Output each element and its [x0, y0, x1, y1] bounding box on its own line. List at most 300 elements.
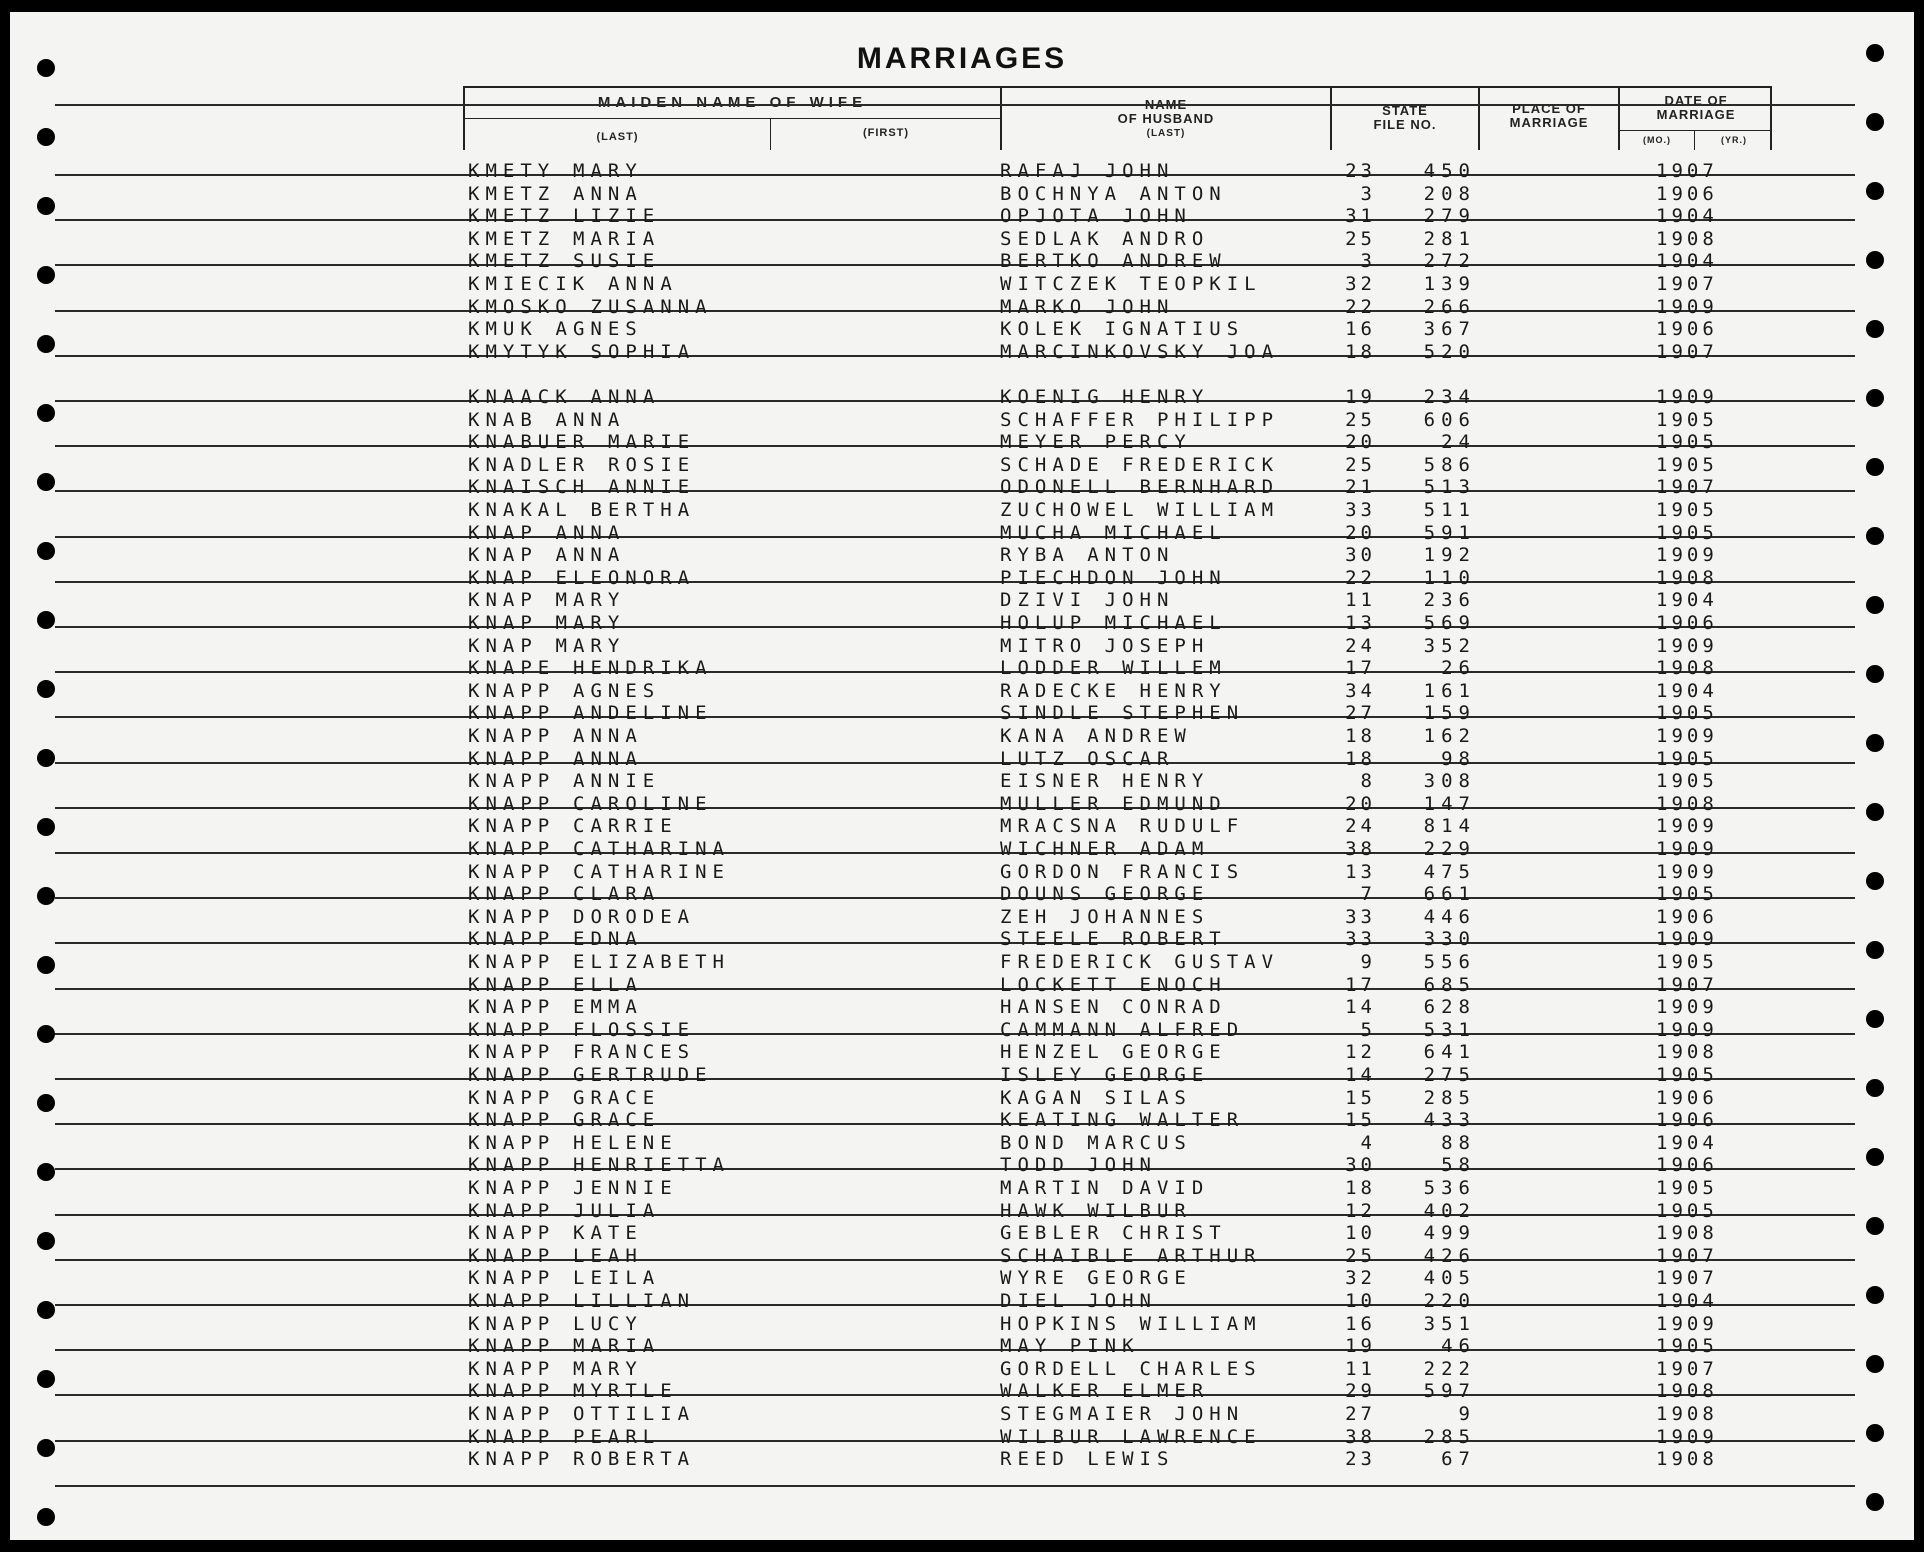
wife-last-name: KNAPP	[468, 1357, 556, 1380]
header-husband-last: (LAST)	[1146, 128, 1186, 139]
state-file-volume: 20	[1345, 792, 1376, 815]
wife-first-name: SOPHIA	[590, 340, 696, 363]
state-file-number: 426	[1423, 1244, 1476, 1267]
marriage-year: 1907	[1656, 1267, 1718, 1290]
state-file-volume: 20	[1345, 521, 1376, 544]
state-file-number: 281	[1423, 227, 1476, 250]
husband-name: EISNER HENRY	[1000, 770, 1210, 793]
wife-last-name: KNAPP	[468, 838, 556, 860]
table-row	[10, 544, 1914, 567]
page-title: MARRIAGES	[856, 42, 1068, 75]
marriage-year: 1909	[1656, 860, 1718, 883]
state-file-number: 511	[1423, 499, 1476, 521]
marriage-year: 1904	[1656, 1131, 1718, 1154]
feed-hole	[37, 1301, 55, 1319]
wife-first-name: CATHARINE	[573, 860, 730, 883]
feed-hole	[37, 1439, 55, 1457]
wife-first-name: ANNA	[555, 408, 626, 431]
state-file-number: 446	[1423, 905, 1476, 928]
state-file-volume: 23	[1345, 160, 1376, 182]
marriage-year: 1908	[1656, 792, 1718, 815]
marriage-year: 1906	[1656, 318, 1718, 341]
wife-first-name: MARIE	[608, 431, 696, 454]
marriage-year: 1906	[1656, 905, 1718, 928]
table-row	[10, 431, 1914, 454]
wife-last-name: KNAPP	[468, 1041, 556, 1064]
table-row	[10, 838, 1914, 861]
wife-first-name: LILLIAN	[573, 1290, 696, 1312]
marriage-year: 1904	[1656, 250, 1718, 273]
feed-hole	[37, 197, 55, 215]
marriage-year: 1906	[1656, 1109, 1718, 1132]
table-row	[10, 657, 1914, 680]
table-row	[10, 1041, 1914, 1064]
wife-last-name: KNAPP	[468, 1335, 556, 1358]
wife-first-name: DORODEA	[573, 905, 696, 928]
husband-name: MRACSNA RUDULF	[1000, 815, 1245, 838]
feed-hole	[1866, 596, 1884, 614]
state-file-volume: 38	[1345, 1425, 1376, 1448]
husband-name: KOENIG HENRY	[1000, 386, 1210, 408]
state-file-volume: 17	[1345, 973, 1376, 996]
table-row	[10, 612, 1914, 635]
husband-name: HOPKINS WILLIAM	[1000, 1312, 1262, 1335]
table-row	[10, 635, 1914, 658]
table-row	[10, 273, 1914, 296]
wife-first-name: HENRIETTA	[573, 1154, 730, 1177]
husband-name: MAY PINK	[1000, 1335, 1140, 1358]
marriage-year: 1908	[1656, 227, 1718, 250]
wife-first-name: LIZIE	[573, 205, 661, 228]
table-row	[10, 1426, 1914, 1449]
state-file-number: 351	[1423, 1312, 1476, 1335]
marriage-year: 1905	[1656, 453, 1718, 476]
wife-last-name: KNAPP	[468, 860, 556, 883]
wife-first-name: AGNES	[555, 318, 643, 341]
husband-name: WITCZEK TEOPKIL	[1000, 273, 1262, 295]
state-file-volume: 16	[1345, 318, 1376, 341]
husband-name: BOCHNYA ANTON	[1000, 182, 1227, 205]
header-date-1: DATE OF	[1664, 93, 1728, 108]
state-file-number: 814	[1423, 815, 1476, 838]
state-file-number: 236	[1423, 589, 1476, 612]
table-row	[10, 1109, 1914, 1132]
table-row	[10, 228, 1914, 251]
ruled-line	[55, 104, 1855, 106]
marriage-year: 1909	[1656, 1018, 1718, 1041]
feed-hole	[37, 59, 55, 77]
feed-hole	[37, 335, 55, 353]
feed-hole	[1866, 44, 1884, 62]
wife-first-name: CATHARINA	[573, 838, 730, 860]
wife-last-name: KNAPP	[468, 1290, 556, 1312]
feed-hole	[1866, 941, 1884, 959]
state-file-number: 499	[1423, 1222, 1476, 1245]
wife-first-name: MARY	[555, 589, 626, 612]
state-file-volume: 7	[1360, 883, 1376, 906]
marriage-year: 1905	[1656, 521, 1718, 544]
wife-last-name: KMETZ	[468, 250, 556, 273]
wife-first-name: ELEONORA	[555, 566, 696, 589]
header-husband-1: NAME	[1144, 97, 1188, 112]
husband-name: DOUNS GEORGE	[1000, 883, 1210, 906]
wife-first-name: ANNA	[573, 725, 643, 747]
state-file-volume: 33	[1345, 905, 1376, 928]
state-file-volume: 27	[1345, 702, 1376, 725]
feed-hole	[1866, 251, 1884, 269]
wife-last-name: KNAPP	[468, 1448, 556, 1471]
state-file-volume: 14	[1345, 1064, 1376, 1086]
marriage-year: 1904	[1656, 679, 1718, 702]
table-row	[10, 1177, 1914, 1200]
husband-name: LODDER WILLEM	[1000, 657, 1227, 680]
husband-name: PIECHDON JOHN	[1000, 566, 1227, 589]
table-row	[10, 160, 1914, 183]
husband-name: OPJOTA JOHN	[1000, 205, 1192, 228]
table-row	[10, 341, 1914, 364]
table-row	[10, 386, 1914, 409]
marriage-year: 1909	[1656, 386, 1718, 408]
state-file-volume: 22	[1345, 566, 1376, 589]
table-row	[10, 499, 1914, 522]
husband-name: HANSEN CONRAD	[1000, 996, 1227, 1019]
state-file-number: 161	[1423, 679, 1476, 702]
wife-first-name: ANNA	[555, 544, 626, 567]
husband-name: MARKO JOHN	[1000, 295, 1175, 318]
state-file-number: 98	[1441, 747, 1476, 770]
table-row	[10, 906, 1914, 929]
wife-first-name: BERTHA	[590, 499, 696, 521]
wife-last-name: KNAPE	[468, 657, 556, 680]
wife-last-name: KNAPP	[468, 1018, 556, 1041]
husband-name: GORDELL CHARLES	[1000, 1357, 1262, 1380]
state-file-volume: 23	[1345, 1448, 1376, 1471]
state-file-volume: 19	[1345, 386, 1376, 408]
wife-last-name: KNAISCH	[468, 476, 591, 499]
state-file-number: 367	[1423, 318, 1476, 341]
table-row	[10, 928, 1914, 951]
wife-last-name: KNAP	[468, 566, 538, 589]
state-file-number: 308	[1423, 770, 1476, 793]
marriage-year: 1907	[1656, 1244, 1718, 1267]
wife-first-name: JENNIE	[573, 1177, 678, 1199]
table-row	[10, 1064, 1914, 1087]
table-row	[10, 1448, 1914, 1471]
wife-last-name: KMYTYK	[468, 340, 573, 363]
state-file-number: 222	[1423, 1357, 1476, 1380]
table-row	[10, 1087, 1914, 1110]
husband-name: ZUCHOWEL WILLIAM	[1000, 499, 1280, 521]
marriage-year: 1905	[1656, 702, 1718, 725]
marriage-year: 1909	[1656, 634, 1718, 657]
state-file-number: 685	[1423, 973, 1476, 996]
state-file-volume: 24	[1345, 815, 1376, 838]
wife-first-name: CLARA	[573, 883, 661, 906]
state-file-volume: 25	[1345, 453, 1376, 476]
state-file-volume: 12	[1345, 1199, 1376, 1222]
table-row	[10, 1358, 1914, 1381]
table-row	[10, 1380, 1914, 1403]
wife-first-name: MARY	[573, 1357, 643, 1380]
husband-name: HOLUP MICHAEL	[1000, 612, 1227, 634]
state-file-number: 352	[1423, 634, 1476, 657]
marriage-year: 1909	[1656, 838, 1718, 860]
husband-name: BERTKO ANDREW	[1000, 250, 1227, 273]
wife-last-name: KNAPP	[468, 702, 556, 725]
feed-hole	[37, 956, 55, 974]
marriage-year: 1905	[1656, 747, 1718, 770]
husband-name: REED LEWIS	[1000, 1448, 1175, 1471]
husband-name: KAGAN SILAS	[1000, 1086, 1192, 1109]
husband-name: RYBA ANTON	[1000, 544, 1175, 567]
wife-last-name: KNAPP	[468, 1267, 556, 1290]
feed-hole	[1866, 527, 1884, 545]
state-file-number: 46	[1441, 1335, 1476, 1358]
wife-first-name: ANNA	[555, 521, 626, 544]
state-file-number: 159	[1423, 702, 1476, 725]
state-file-number: 597	[1423, 1380, 1476, 1403]
header-state-2: FILE NO.	[1373, 117, 1437, 132]
wife-first-name: ELIZABETH	[573, 951, 730, 973]
state-file-volume: 33	[1345, 499, 1376, 521]
state-file-volume: 25	[1345, 227, 1376, 250]
wife-first-name: KATE	[573, 1222, 643, 1245]
wife-last-name: KNAPP	[468, 928, 556, 951]
state-file-volume: 27	[1345, 1403, 1376, 1425]
state-file-number: 405	[1423, 1267, 1476, 1290]
husband-name: LOCKETT ENOCH	[1000, 973, 1227, 996]
table-row	[10, 725, 1914, 748]
table-row	[10, 454, 1914, 477]
wife-last-name: KMOSKO	[468, 295, 573, 318]
husband-name: DIEL JOHN	[1000, 1290, 1157, 1312]
table-row	[10, 680, 1914, 703]
state-file-number: 162	[1423, 725, 1476, 747]
husband-name: MEYER PERCY	[1000, 431, 1192, 454]
feed-hole	[1866, 734, 1884, 752]
feed-hole	[1866, 1010, 1884, 1028]
wife-first-name: PEARL	[573, 1425, 661, 1448]
table-row	[10, 793, 1914, 816]
marriage-year: 1909	[1656, 544, 1718, 567]
state-file-number: 26	[1441, 657, 1476, 680]
feed-hole	[1866, 1424, 1884, 1442]
table-row	[10, 883, 1914, 906]
table-row	[10, 770, 1914, 793]
header-date-2: MARRIAGE	[1656, 107, 1736, 122]
table-row	[10, 996, 1914, 1019]
marriage-year: 1907	[1656, 340, 1718, 363]
state-file-number: 110	[1423, 566, 1476, 589]
wife-first-name: MYRTLE	[573, 1380, 678, 1403]
table-row	[10, 1154, 1914, 1177]
wife-first-name: ROBERTA	[573, 1448, 696, 1471]
header-divider	[463, 118, 1000, 119]
marriage-year: 1908	[1656, 1448, 1718, 1471]
marriage-year: 1909	[1656, 725, 1718, 747]
header-divider	[770, 118, 771, 150]
marriage-year: 1906	[1656, 182, 1718, 205]
state-file-number: 513	[1423, 476, 1476, 499]
state-file-volume: 13	[1345, 612, 1376, 634]
state-file-volume: 14	[1345, 996, 1376, 1019]
marriage-year: 1905	[1656, 499, 1718, 521]
table-row	[10, 1132, 1914, 1155]
marriage-year: 1907	[1656, 973, 1718, 996]
state-file-volume: 8	[1360, 770, 1376, 793]
marriage-year: 1905	[1656, 951, 1718, 973]
husband-name: TODD JOHN	[1000, 1154, 1157, 1177]
state-file-number: 450	[1423, 160, 1476, 182]
wife-first-name: MARY	[555, 634, 626, 657]
husband-name: KANA ANDREW	[1000, 725, 1192, 747]
state-file-number: 58	[1441, 1154, 1476, 1177]
wife-first-name: EDNA	[573, 928, 643, 951]
table-row	[10, 1019, 1914, 1042]
state-file-number: 536	[1423, 1177, 1476, 1199]
feed-hole	[37, 887, 55, 905]
state-file-volume: 38	[1345, 838, 1376, 860]
wife-first-name: AGNES	[573, 679, 661, 702]
table-row	[10, 1335, 1914, 1358]
husband-name: WYRE GEORGE	[1000, 1267, 1192, 1290]
state-file-number: 641	[1423, 1041, 1476, 1064]
marriage-year: 1905	[1656, 431, 1718, 454]
state-file-volume: 16	[1345, 1312, 1376, 1335]
wife-first-name: MARIA	[573, 227, 661, 250]
header-divider	[1694, 130, 1695, 150]
state-file-volume: 18	[1345, 725, 1376, 747]
wife-last-name: KMETY	[468, 160, 556, 182]
wife-first-name: GERTRUDE	[573, 1064, 713, 1086]
husband-name: ISLEY GEORGE	[1000, 1064, 1210, 1086]
marriage-year: 1904	[1656, 1290, 1718, 1312]
state-file-volume: 18	[1345, 340, 1376, 363]
wife-first-name: JULIA	[573, 1199, 661, 1222]
state-file-number: 606	[1423, 408, 1476, 431]
state-file-volume: 22	[1345, 295, 1376, 318]
feed-hole	[1866, 113, 1884, 131]
state-file-volume: 18	[1345, 1177, 1376, 1199]
table-row	[10, 1200, 1914, 1223]
wife-last-name: KNAP	[468, 612, 538, 634]
husband-name: ZEH JOHANNES	[1000, 905, 1210, 928]
marriage-year: 1906	[1656, 1086, 1718, 1109]
state-file-number: 220	[1423, 1290, 1476, 1312]
marriage-year: 1905	[1656, 408, 1718, 431]
husband-name: CAMMANN ALFRED	[1000, 1018, 1245, 1041]
table-row	[10, 1267, 1914, 1290]
husband-name: SCHAIBLE ARTHUR	[1000, 1244, 1262, 1267]
marriage-year: 1908	[1656, 657, 1718, 680]
feed-hole	[1866, 803, 1884, 821]
wife-last-name: KMETZ	[468, 227, 556, 250]
state-file-number: 192	[1423, 544, 1476, 567]
marriage-year: 1906	[1656, 1154, 1718, 1177]
husband-name: STEGMAIER JOHN	[1000, 1403, 1245, 1425]
husband-name: MARTIN DAVID	[1000, 1177, 1210, 1199]
state-file-number: 275	[1423, 1064, 1476, 1086]
feed-hole	[1866, 872, 1884, 890]
state-file-volume: 34	[1345, 679, 1376, 702]
state-file-number: 67	[1441, 1448, 1476, 1471]
feed-hole	[37, 1232, 55, 1250]
table-row	[10, 1222, 1914, 1245]
husband-name: HAWK WILBUR	[1000, 1199, 1192, 1222]
feed-hole	[1866, 1286, 1884, 1304]
state-file-volume: 5	[1360, 1018, 1376, 1041]
husband-name: DZIVI JOHN	[1000, 589, 1175, 612]
ruled-line	[55, 1485, 1855, 1487]
feed-hole	[1866, 1217, 1884, 1235]
wife-last-name: KNAPP	[468, 996, 556, 1019]
marriage-year: 1909	[1656, 996, 1718, 1019]
feed-hole	[1866, 458, 1884, 476]
wife-last-name: KMETZ	[468, 182, 556, 205]
wife-last-name: KNAKAL	[468, 499, 573, 521]
state-file-number: 139	[1423, 273, 1476, 295]
wife-last-name: KNAPP	[468, 1312, 556, 1335]
feed-hole	[37, 266, 55, 284]
table-row	[10, 363, 1914, 386]
wife-first-name: LEAH	[573, 1244, 643, 1267]
wife-last-name: KNAP	[468, 544, 538, 567]
feed-hole	[37, 1370, 55, 1388]
wife-last-name: KNAP	[468, 589, 538, 612]
header-maiden-name: MAIDEN NAME OF WIFE	[597, 94, 868, 111]
feed-hole	[1866, 1079, 1884, 1097]
wife-first-name: MARIA	[573, 1335, 661, 1358]
wife-last-name: KNAPP	[468, 1380, 556, 1403]
state-file-number: 229	[1423, 838, 1476, 860]
husband-name: SCHAFFER PHILIPP	[1000, 408, 1280, 431]
marriage-year: 1905	[1656, 1064, 1718, 1086]
feed-hole	[1866, 1493, 1884, 1511]
feed-hole	[37, 1163, 55, 1181]
marriage-year: 1905	[1656, 1177, 1718, 1199]
feed-hole	[37, 818, 55, 836]
table-row	[10, 250, 1914, 273]
husband-name: BOND MARCUS	[1000, 1131, 1192, 1154]
state-file-number: 661	[1423, 883, 1476, 906]
husband-name: KOLEK IGNATIUS	[1000, 318, 1245, 341]
wife-first-name: FRANCES	[573, 1041, 696, 1064]
header-place-2: MARRIAGE	[1509, 115, 1589, 130]
table-row	[10, 1313, 1914, 1336]
state-file-number: 147	[1423, 792, 1476, 815]
state-file-number: 556	[1423, 951, 1476, 973]
state-file-volume: 20	[1345, 431, 1376, 454]
wife-last-name: KNAPP	[468, 679, 556, 702]
wife-last-name: KNAPP	[468, 1109, 556, 1132]
husband-name: GORDON FRANCIS	[1000, 860, 1245, 883]
state-file-volume: 3	[1360, 250, 1376, 273]
wife-last-name: KMUK	[468, 318, 538, 341]
feed-hole	[37, 1094, 55, 1112]
state-file-volume: 25	[1345, 1244, 1376, 1267]
state-file-number: 591	[1423, 521, 1476, 544]
state-file-number: 9	[1458, 1403, 1476, 1425]
state-file-number: 266	[1423, 295, 1476, 318]
wife-last-name: KNAPP	[468, 883, 556, 906]
feed-hole	[1866, 1148, 1884, 1166]
wife-last-name: KNAPP	[468, 770, 556, 793]
feed-hole	[37, 542, 55, 560]
husband-name: WICHNER ADAM	[1000, 838, 1210, 860]
wife-first-name: SUSIE	[573, 250, 661, 273]
husband-name: WALKER ELMER	[1000, 1380, 1210, 1403]
wife-last-name: KNADLER	[468, 453, 591, 476]
